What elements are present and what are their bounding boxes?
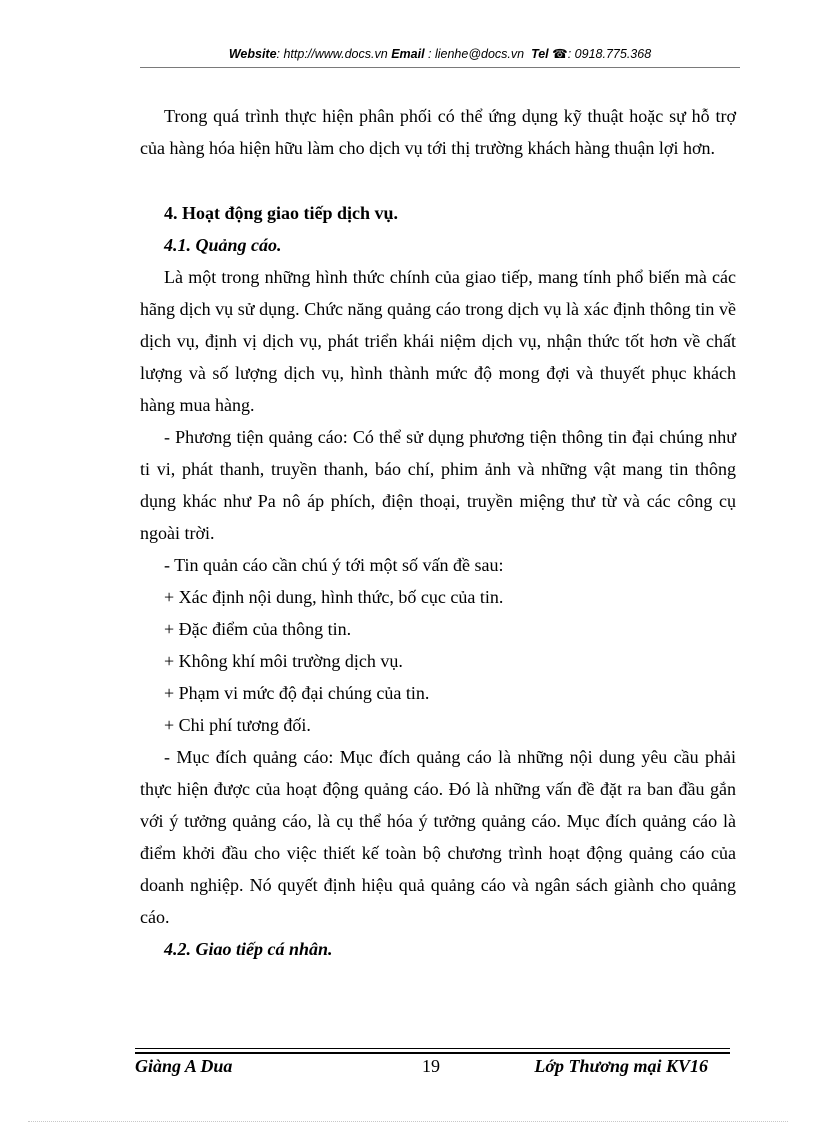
website-label: Website (228, 47, 277, 61)
document-body (140, 100, 736, 965)
page-header (140, 46, 740, 66)
footer-author: Giàng A Dua (135, 1056, 233, 1076)
list-item: + Chi phí tương đối. (164, 715, 311, 735)
section-heading-4-1: 4.1. Quảng cáo. (164, 235, 282, 255)
section-heading-4-2: 4.2. Giao tiếp cá nhân. (164, 939, 333, 959)
footer-class: Lớp Thương mại KV16 (534, 1056, 708, 1076)
website-url[interactable]: : http://www.docs.vn (276, 47, 388, 61)
phone-icon: ☎ (552, 47, 568, 61)
list-item: + Đặc điểm của thông tin. (164, 619, 352, 639)
section-heading-4: 4. Hoạt động giao tiếp dịch vụ. (164, 203, 399, 223)
page-number: 19 (422, 1056, 440, 1076)
tel-number: : 0918.775.368 (567, 47, 652, 61)
email-address[interactable]: : lienhe@docs.vn (424, 47, 525, 61)
tel-label: Tel (531, 47, 549, 61)
list-item: + Không khí môi trường dịch vụ. (164, 651, 403, 671)
header-divider (140, 67, 740, 68)
notes-intro: - Tin quản cáo cần chú ý tới một số vấn đề sau: (164, 555, 504, 575)
purpose-paragraph: - Mục đích quảng cáo: Mục đích quảng cáo là những nội dung yêu cầu phải thực hiện được của hoạt động quảng cáo. Đó là những vấn đề đặt ra ban đầu gắn với ý tưởng quảng cáo, là cụ thể hóa ý tưởng quảng cáo. Mục đích quảng cáo là điểm khởi đầu cho việc thiết kế toàn bộ chương trình hoạt động quảng cáo của doanh nghiệp. Nó quyết định hiệu quả quảng cáo và ngân sách giành cho quảng cáo. (140, 747, 736, 927)
list-item: + Phạm vi mức độ đại chúng của tin. (164, 683, 430, 703)
email-label: Email (391, 47, 425, 61)
intro-paragraph: Trong quá trình thực hiện phân phối có thể ứng dụng kỹ thuật hoặc sự hỗ trợ của hàng hóa hiện hữu làm cho dịch vụ tới thị trường khách hàng thuận lợi hơn. (140, 106, 736, 158)
footer-divider-thin (135, 1048, 730, 1049)
page-footer (135, 1054, 730, 1078)
list-item: + Xác định nội dung, hình thức, bố cục của tin. (164, 587, 504, 607)
paragraph-gap (140, 164, 736, 197)
page-bottom-divider (28, 1121, 788, 1122)
media-paragraph: - Phương tiện quảng cáo: Có thể sử dụng phương tiện thông tin đại chúng như ti vi, phát thanh, truyền thanh, báo chí, phim ảnh và những vật mang tin thông dụng khác như Pa nô áp phích, điện thoại, truyền miệng thư từ và các công cụ ngoài trời. (140, 427, 736, 543)
advertising-paragraph: Là một trong những hình thức chính của giao tiếp, mang tính phổ biến mà các hãng dịch vụ sử dụng. Chức năng quảng cáo trong dịch vụ là xác định thông tin về dịch vụ, định vị dịch vụ, phát triển khái niệm dịch vụ, nhận thức tốt hơn về chất lượng và số lượng dịch vụ, hình thành mức độ mong đợi và thuyết phục khách hàng mua hàng. (140, 267, 736, 415)
